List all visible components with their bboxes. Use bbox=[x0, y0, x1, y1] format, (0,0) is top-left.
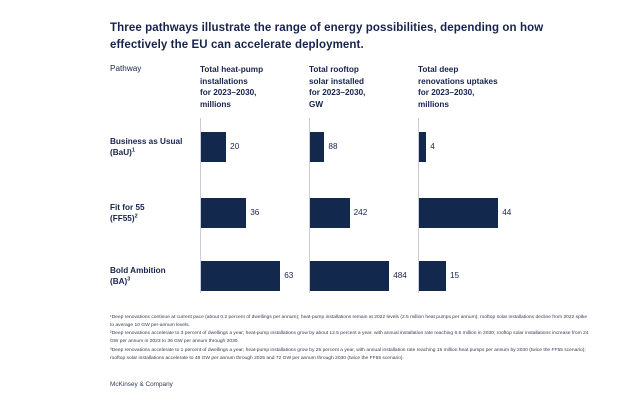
column-header-renovations-line2: renovations uptakes bbox=[418, 76, 498, 86]
column-header-renovations-line3: for 2023–2030, bbox=[418, 88, 475, 98]
footnote-1: ¹Deep renovations continue at current pace (about 0.2 percent of dwellings per annum); heat-pump installations remain at 2022 levels (2.5 million heat pumps per annum); rooftop solar installations decline from 2022 spike to average 10 GW per-annum levels. bbox=[110, 315, 588, 328]
bar-value-ff55-renovations: 44 bbox=[502, 208, 512, 217]
row-label-ba bbox=[110, 265, 198, 288]
bar-value-bau-solar: 88 bbox=[328, 142, 338, 151]
bar-value-ba-renovations: 15 bbox=[450, 271, 460, 280]
column-header-solar-unit: GW bbox=[309, 99, 324, 109]
row-label-bau bbox=[110, 136, 198, 159]
bar-value-ff55-solar: 242 bbox=[353, 208, 368, 217]
row-label-bau-abbr-text: (BaU) bbox=[110, 148, 132, 158]
row-label-ba-abbr bbox=[110, 276, 198, 287]
bar-value-ff55-heatpump: 36 bbox=[250, 208, 260, 217]
bar-ff55-renovations bbox=[419, 198, 498, 228]
row-label-ff55-note: 2 bbox=[134, 213, 138, 220]
bar-ff55-heatpump bbox=[201, 198, 246, 228]
row-label-ba-note: 3 bbox=[127, 276, 131, 283]
row-label-ff55 bbox=[110, 202, 198, 225]
footnotes bbox=[110, 314, 590, 363]
column-header-heatpump-line2: installations bbox=[200, 76, 248, 86]
bar-bau-heatpump bbox=[201, 132, 226, 162]
column-header-heatpump bbox=[200, 64, 295, 111]
column-header-solar bbox=[309, 64, 404, 111]
left-band bbox=[0, 0, 28, 409]
column-header-solar-line1: Total rooftop bbox=[309, 65, 359, 74]
bar-value-ba-heatpump: 63 bbox=[284, 271, 294, 280]
bar-ba-renovations bbox=[419, 261, 446, 291]
column-header-solar-line2: solar installed bbox=[309, 76, 365, 86]
bar-value-ba-solar: 484 bbox=[393, 271, 407, 280]
row-label-bau-name: Business as Usual bbox=[110, 137, 183, 146]
column-header-heatpump-line1: Total heat-pump bbox=[200, 65, 264, 74]
footnote-3: ³Deep renovations accelerate to 1 percent of dwellings a year; heat-pump installations grow by 25 percent a year, with annual installation rate reaching 15 million heat pumps per annum by 2030 (twice the FF55 scenario); rooftop solar installations accelerate to 48 GW per annum through 2025 and 72 GW per annum through 2030 (twice the FF55 scenario). bbox=[110, 347, 586, 361]
chart-panel-solar bbox=[309, 118, 409, 293]
column-header-renovations bbox=[418, 64, 523, 111]
brand-footer: McKinsey & Company bbox=[110, 381, 173, 388]
bar-value-bau-heatpump: 20 bbox=[230, 142, 240, 151]
bar-bau-solar bbox=[310, 132, 324, 162]
bar-bau-renovations bbox=[419, 132, 426, 162]
row-label-bau-note: 1 bbox=[131, 147, 135, 154]
pathway-label: Pathway bbox=[110, 64, 142, 73]
bar-ff55-solar bbox=[310, 198, 350, 228]
row-label-bau-abbr bbox=[110, 147, 198, 158]
pathway-column-header bbox=[110, 64, 141, 73]
row-label-ba-name: Bold Ambition bbox=[110, 266, 166, 275]
bar-value-bau-renovations: 4 bbox=[430, 142, 435, 151]
footnote-2: ²Deep renovations accelerate to 3 percent of dwellings a year; heat-pump installations grow by about 12.5 percent a year, with annual installation rate reaching 6.5 million in 2030; rooftop solar installations increase from 24 GW per annum in 2023 to 36 GW per annum through 2030. bbox=[110, 331, 589, 345]
bar-ba-heatpump bbox=[201, 261, 280, 291]
bar-ba-solar bbox=[310, 261, 389, 291]
row-label-ff55-abbr-text: (FF55) bbox=[110, 214, 135, 224]
column-header-renovations-line1: Total deep bbox=[418, 65, 459, 74]
page-title: Three pathways illustrate the range of energy possibilities, depending on how effectively the EU can accelerate deployment. bbox=[110, 22, 544, 51]
column-header-heatpump-line3: for 2023–2030, bbox=[200, 88, 257, 98]
row-label-ff55-abbr bbox=[110, 213, 198, 224]
row-label-ff55-name: Fit for 55 bbox=[110, 203, 145, 212]
column-header-renovations-unit: millions bbox=[418, 99, 449, 109]
chart-panel-renovations bbox=[418, 118, 518, 293]
row-label-ba-abbr-text: (BA) bbox=[110, 277, 128, 287]
column-header-heatpump-unit: millions bbox=[200, 99, 231, 109]
chart-panel-heatpump bbox=[200, 118, 300, 293]
column-header-solar-line3: for 2023–2030, bbox=[309, 88, 366, 98]
